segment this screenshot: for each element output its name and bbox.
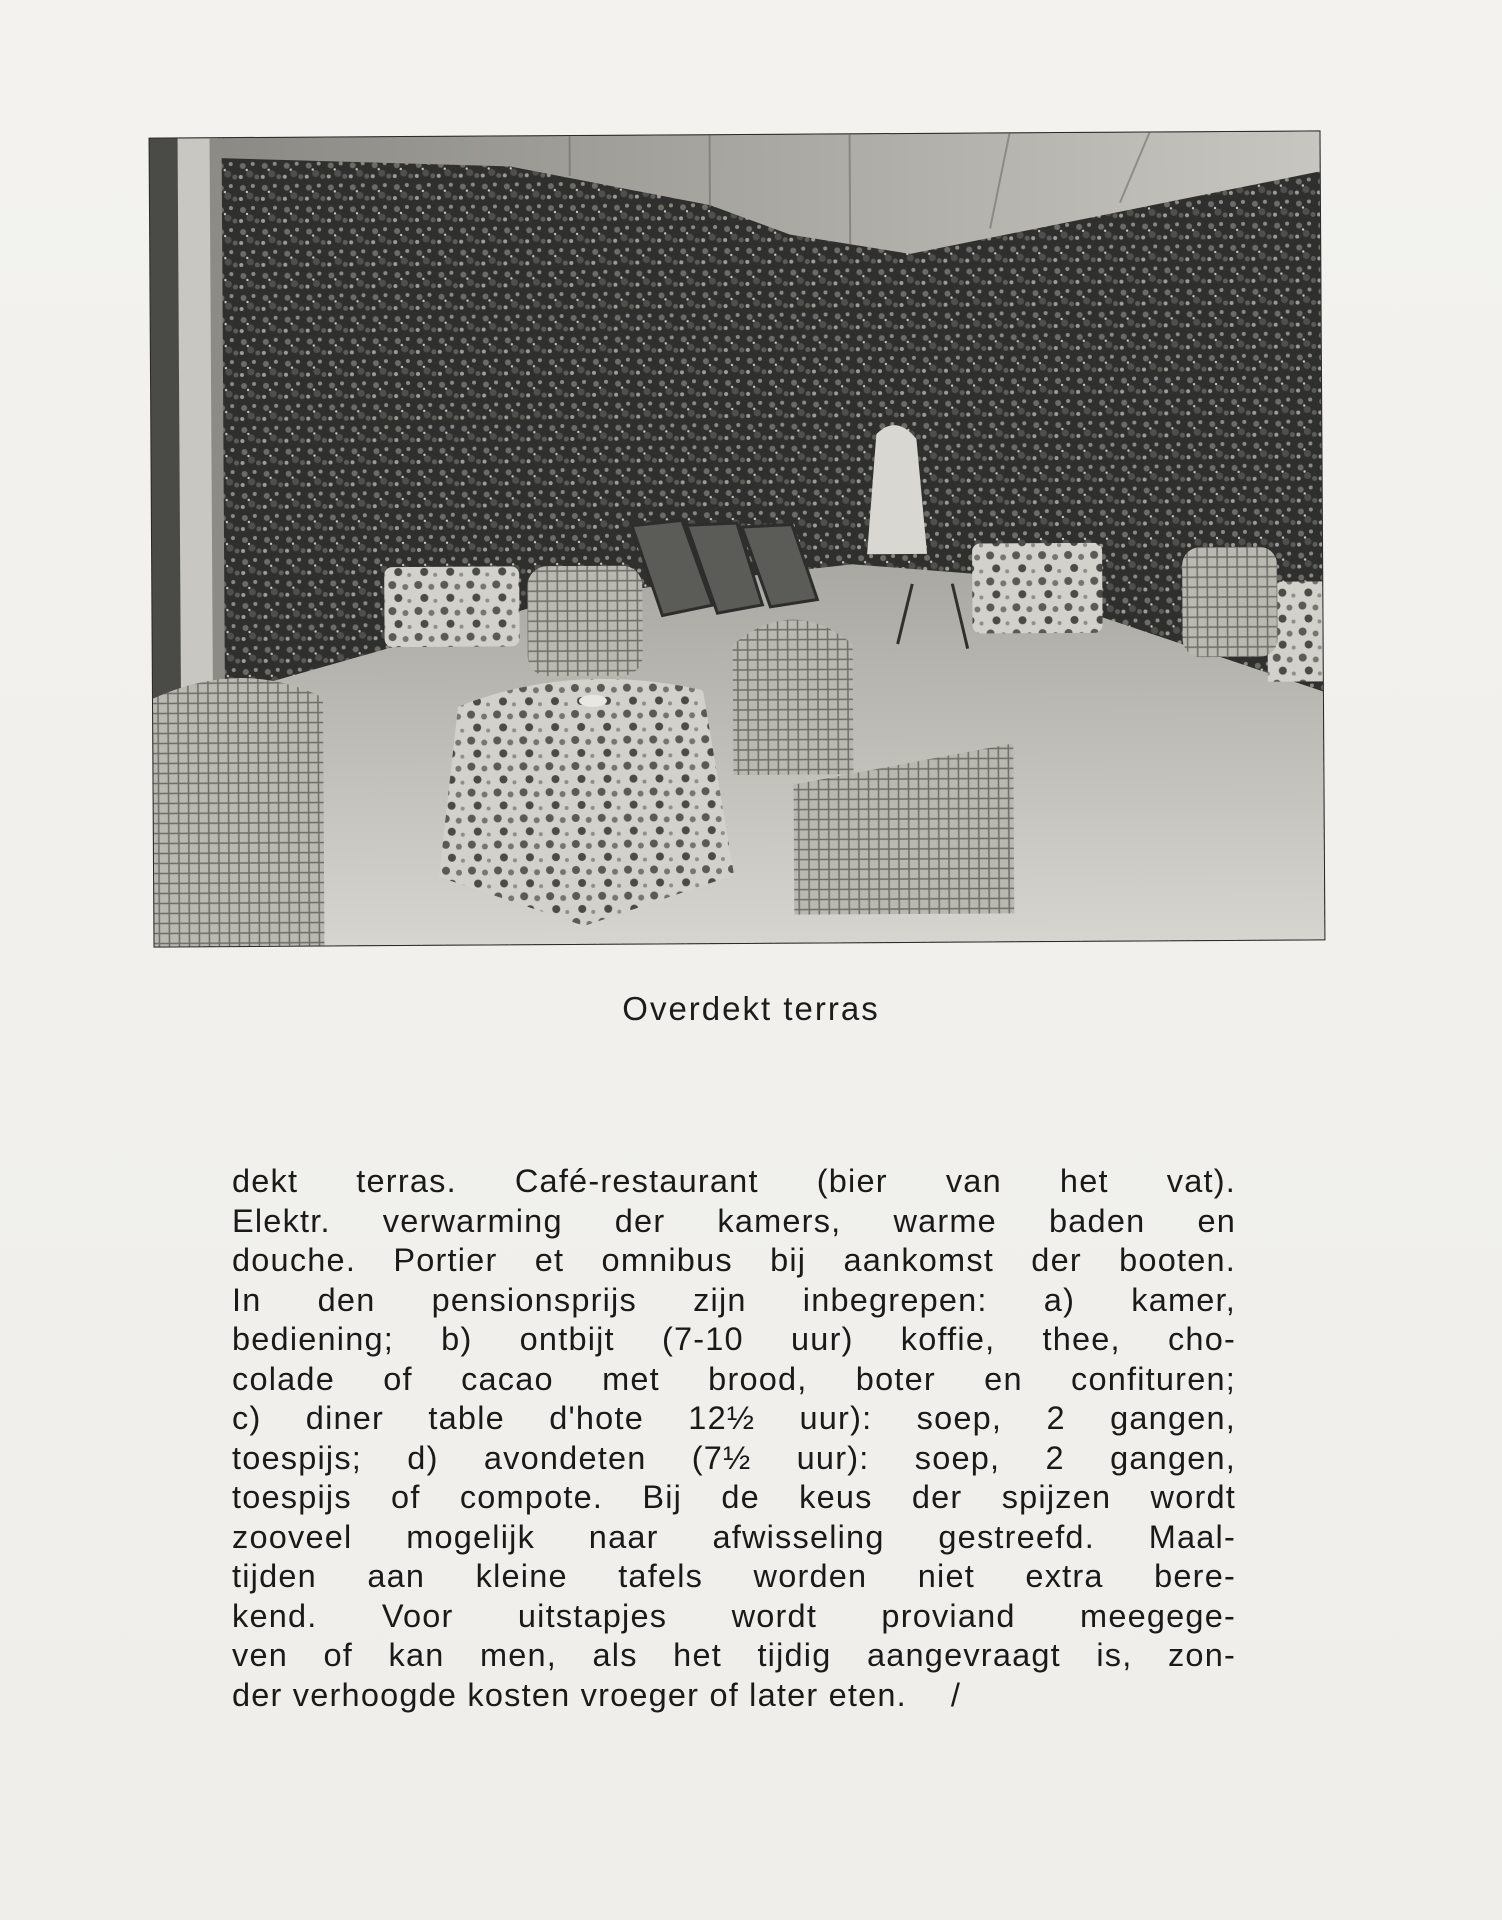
- text-line: bediening; b) ontbijt (7-10 uur) koffie, thee, cho-: [232, 1321, 1236, 1357]
- text-line: kend. Voor uitstapjes wordt proviand meegege-: [232, 1597, 1236, 1634]
- terrace-photo: [150, 131, 1325, 946]
- body-text: [232, 1162, 1236, 1715]
- text-line: In den pensionsprijs zijn inbegrepen: a) kamer,: [232, 1281, 1236, 1318]
- text-line-last: [232, 1676, 1236, 1716]
- text-line: douche. Portier et omnibus bij aankomst der booten.: [232, 1242, 1236, 1278]
- text-line: c) diner table d'hote 12½ uur): soep, 2 gangen,: [232, 1400, 1236, 1436]
- text-line: dekt terras. Café-restaurant (bier van het vat).: [232, 1163, 1236, 1199]
- end-mark: /: [950, 1676, 962, 1713]
- text-line: zooveel mogelijk naar afwisseling gestreefd. Maal-: [232, 1518, 1236, 1555]
- text-line: toespijs; d) avondeten (7½ uur): soep, 2 gangen,: [232, 1439, 1236, 1476]
- text-line: ven of kan men, als het tijdig aangevraagt is, zon-: [232, 1637, 1236, 1673]
- last-line-text: der verhoogde kosten vroeger of later eten.: [232, 1676, 907, 1713]
- text-line: toespijs of compote. Bij de keus der spijzen wordt: [232, 1479, 1236, 1515]
- text-line: tijden aan kleine tafels worden niet extra bere-: [232, 1558, 1236, 1594]
- photo-caption: Overdekt terras: [622, 990, 880, 1027]
- text-line: Elektr. verwarming der kamers, warme baden en: [232, 1202, 1236, 1239]
- text-line: colade of cacao met brood, boter en confituren;: [232, 1360, 1236, 1397]
